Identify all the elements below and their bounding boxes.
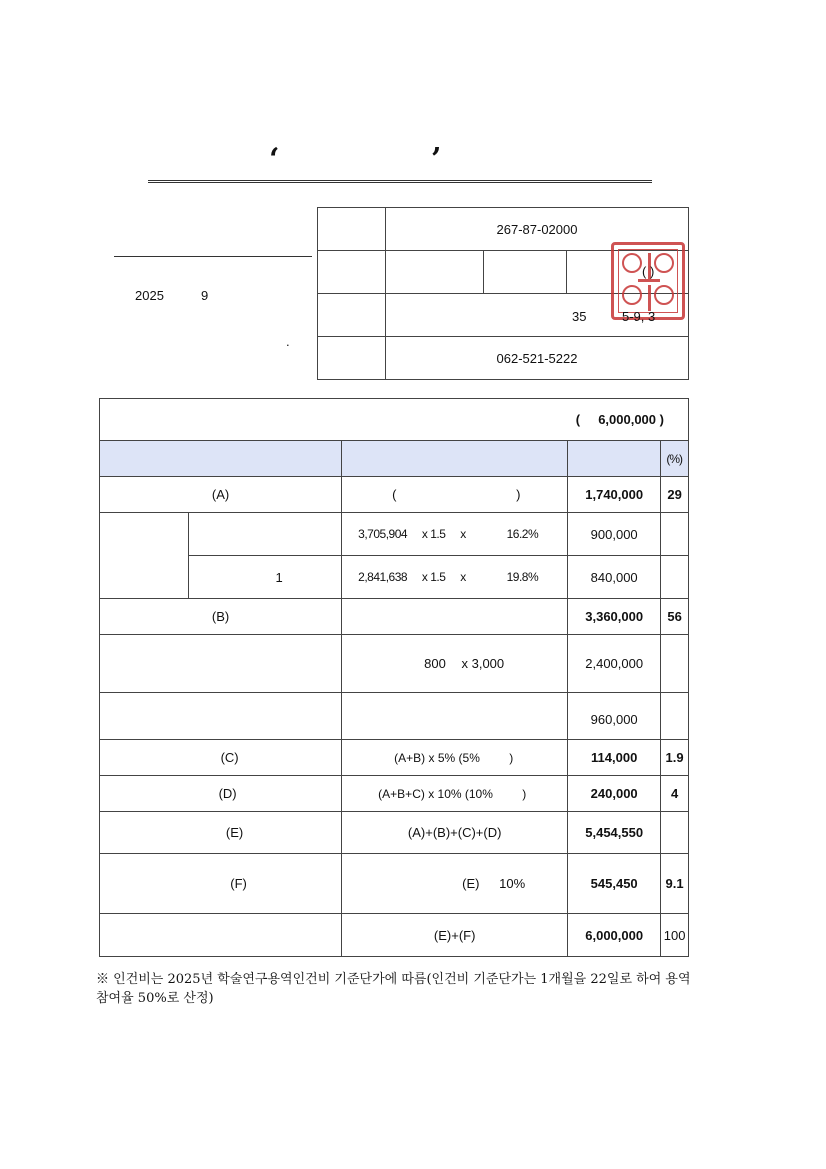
row-b2-label <box>100 693 342 740</box>
document-title <box>148 138 652 183</box>
row-e-formula: (A)+(B)+(C)+(D) <box>342 812 568 854</box>
address-number: 35 <box>572 309 587 324</box>
info-value-cell <box>386 251 484 294</box>
row-b1-amount: 2,400,000 <box>568 635 661 693</box>
cost-breakdown-table <box>99 398 689 957</box>
row-a1-formula: 3,705,904 x 1.5 x 16.2% <box>342 513 568 556</box>
row-a-label: (A) <box>100 477 342 513</box>
date-month: 9 <box>201 288 209 303</box>
row-b-label: (B) <box>100 599 342 635</box>
row-a1-label <box>189 513 342 556</box>
header-percent: (%) <box>661 441 689 477</box>
footnote: ※ 인건비는 2025년 학술연구용역인건비 기준단가에 따름(인건비 기준단가는 1개월을 22일로 하여 용역 참여율 50%로 산정) <box>96 972 691 1006</box>
row-c-label: (C) <box>100 740 342 776</box>
row-a2-percent <box>661 556 689 599</box>
info-label-cell <box>318 251 386 294</box>
header-item <box>100 441 342 477</box>
row-a2-formula: 2,841,638 x 1.5 x 19.8% <box>342 556 568 599</box>
row-a-sub-label <box>100 513 189 599</box>
row-b-formula <box>342 599 568 635</box>
header-basis <box>342 441 568 477</box>
header-amount <box>568 441 661 477</box>
left-divider <box>114 256 312 257</box>
row-f-amount: 545,450 <box>568 854 661 914</box>
total-amount-row <box>100 399 689 441</box>
row-f-label: (F) <box>100 854 342 914</box>
row-b2-percent <box>661 693 689 740</box>
row-e-amount: 5,454,550 <box>568 812 661 854</box>
row-b1-percent <box>661 635 689 693</box>
row-b1-formula: 800 x 3,000 <box>342 635 568 693</box>
seal-mark: ( ) <box>642 264 655 279</box>
row-total-formula: (E)+(F) <box>342 914 568 957</box>
row-c-percent: 1.9 <box>661 740 689 776</box>
date-dot: . <box>286 334 290 349</box>
row-f-formula: (E) 10% <box>342 854 568 914</box>
row-total-amount: 6,000,000 <box>568 914 661 957</box>
row-total-label <box>100 914 342 957</box>
row-b2-formula <box>342 693 568 740</box>
row-d-label: (D) <box>100 776 342 812</box>
row-d-formula: (A+B+C) x 10% (10% ) <box>342 776 568 812</box>
row-d-amount: 240,000 <box>568 776 661 812</box>
address-detail: 5-9, 3 <box>622 309 656 324</box>
info-label-cell <box>318 294 386 337</box>
row-total-percent: 100 <box>661 914 689 957</box>
row-b-amount: 3,360,000 <box>568 599 661 635</box>
info-value-cell <box>484 251 567 294</box>
total-amount: 6,000,000 <box>598 412 657 427</box>
row-a-percent: 29 <box>661 477 689 513</box>
row-c-amount: 114,000 <box>568 740 661 776</box>
row-b1-label <box>100 635 342 693</box>
title-open-quote: ‘ <box>269 142 280 177</box>
row-a2-label: 1 <box>189 556 342 599</box>
title-close-quote: ’ <box>431 142 442 177</box>
row-a-formula: ( ) <box>342 477 568 513</box>
row-a2-amount: 840,000 <box>568 556 661 599</box>
row-f-percent: 9.1 <box>661 854 689 914</box>
date-year: 2025 <box>135 288 164 303</box>
info-label-cell <box>318 208 386 251</box>
row-b2-amount: 960,000 <box>568 693 661 740</box>
total-open-paren: ( <box>575 412 581 427</box>
row-e-percent <box>661 812 689 854</box>
row-c-formula: (A+B) x 5% (5% ) <box>342 740 568 776</box>
row-a-amount: 1,740,000 <box>568 477 661 513</box>
row-d-percent: 4 <box>661 776 689 812</box>
phone-number: 062-521-5222 <box>386 337 689 380</box>
row-a1-percent <box>661 513 689 556</box>
row-a1-amount: 900,000 <box>568 513 661 556</box>
business-number: 267-87-02000 <box>386 208 689 251</box>
total-close-paren: ) <box>659 412 664 427</box>
row-b-percent: 56 <box>661 599 689 635</box>
row-e-label: (E) <box>100 812 342 854</box>
info-label-cell <box>318 337 386 380</box>
